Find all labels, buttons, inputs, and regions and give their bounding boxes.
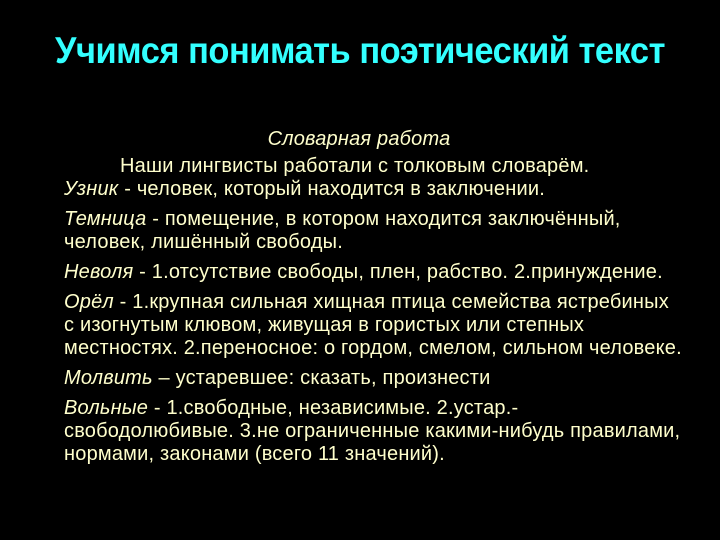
entry-separator: - (118, 178, 137, 200)
dictionary-entry (64, 397, 684, 466)
dictionary-entry (64, 367, 684, 390)
entry-term: Молвить (64, 367, 153, 389)
intro-text: Наши лингвисты работали с толковым словарём. (120, 155, 590, 177)
section-subtitle: Словарная работа (267, 128, 451, 150)
entry-separator: - (113, 291, 133, 313)
entry-definition: устаревшее: сказать, произнести (175, 367, 491, 389)
entry-definition: человек, который находится в заключении. (136, 178, 545, 200)
entry-definition: 1.свободные, независимые. 2.устар.- свободолюбивые. 3.не ограниченные какими-нибудь правилами, нормами, законами (всего 11 значений). (64, 397, 681, 465)
entry-separator: - (146, 208, 165, 230)
entry-definition: помещение, в котором находится заключённый, человек, лишённый свободы. (64, 208, 621, 253)
entry-separator: - (148, 397, 167, 419)
entry-term: Темница (64, 208, 147, 230)
slide-title: Учимся понимать поэтический текст (55, 30, 665, 71)
entry-separator: - (133, 261, 152, 283)
dictionary-entry (64, 291, 684, 360)
entry-term: Вольные (64, 397, 149, 419)
entry-definition: 1.крупная сильная хищная птица семейства ястребиных с изогнутым клювом, живущая в гористых или степных местностях. 2.переносное: о гордом, смелом, сильном человеке. (64, 291, 682, 359)
entry-term: Орёл (64, 291, 114, 313)
entry-term: Узник (64, 178, 119, 200)
slide-content (64, 128, 684, 473)
dictionary-entry (64, 261, 684, 284)
entry-term: Неволя (64, 261, 134, 283)
entry-separator: – (152, 367, 176, 389)
dictionary-entry (64, 208, 684, 254)
entry-definition: 1.отсутствие свободы, плен, рабство. 2.принуждение. (151, 261, 663, 283)
dictionary-entry (64, 178, 684, 201)
